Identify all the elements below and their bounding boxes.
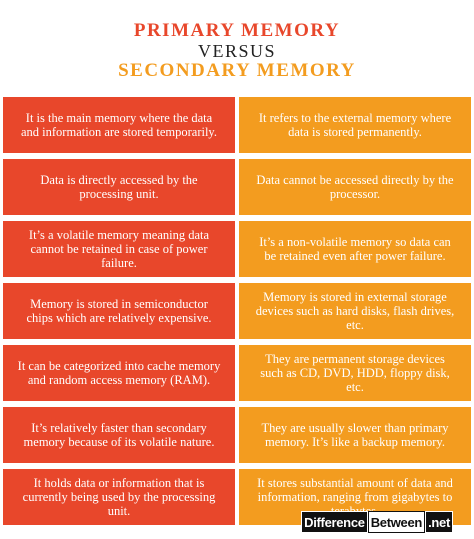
secondary-cell: They are permanent storage devices such as CD, DVD, HDD, floppy disk, etc. — [239, 345, 471, 401]
header — [0, 0, 474, 90]
secondary-cell: Memory is stored in external storage devices such as hard disks, flash drives, etc. — [239, 283, 471, 339]
table-row — [3, 283, 471, 339]
secondary-cell: It stores substantial amount of data and information, ranging from gigabytes to — [239, 469, 471, 525]
table-row — [3, 97, 471, 153]
primary-cell: It’s relatively faster than secondary memory because of its volatile nature. — [3, 407, 235, 463]
primary-cell: Data is directly accessed by the processing unit. — [3, 159, 235, 215]
primary-cell: Memory is stored in semiconductor chips which are relatively expensive. — [3, 283, 235, 339]
primary-cell: It holds data or information that is currently being used by the processing unit. — [3, 469, 235, 525]
table-row — [3, 159, 471, 215]
title-primary: PRIMARY MEMORY — [133, 20, 341, 41]
difference-between-logo — [301, 511, 453, 533]
logo-part-difference: Difference — [301, 511, 368, 533]
primary-cell: It can be categorized into cache memory and random access memory (RAM). — [3, 345, 235, 401]
table-row — [3, 345, 471, 401]
secondary-cell: It refers to the external memory where data is stored permanently. — [239, 97, 471, 153]
secondary-cell: It’s a non-volatile memory so data can be retained even after power failure. — [239, 221, 471, 277]
secondary-cell: Data cannot be accessed directly by the processor. — [239, 159, 471, 215]
logo-part-between: Between — [368, 511, 425, 533]
comparison-table — [3, 97, 471, 539]
primary-cell: It’s a volatile memory meaning data cannot be retained in case of power failure. — [3, 221, 235, 277]
primary-cell: It is the main memory where the data and information are stored temporarily. — [3, 97, 235, 153]
secondary-cell: They are usually slower than primary memory. It’s like a backup memory. — [239, 407, 471, 463]
logo-part-net: .net — [425, 511, 453, 533]
title-versus: VERSUS — [197, 41, 277, 61]
table-row — [3, 221, 471, 277]
title-secondary: SECONDARY MEMORY — [118, 60, 356, 81]
table-row — [3, 407, 471, 463]
